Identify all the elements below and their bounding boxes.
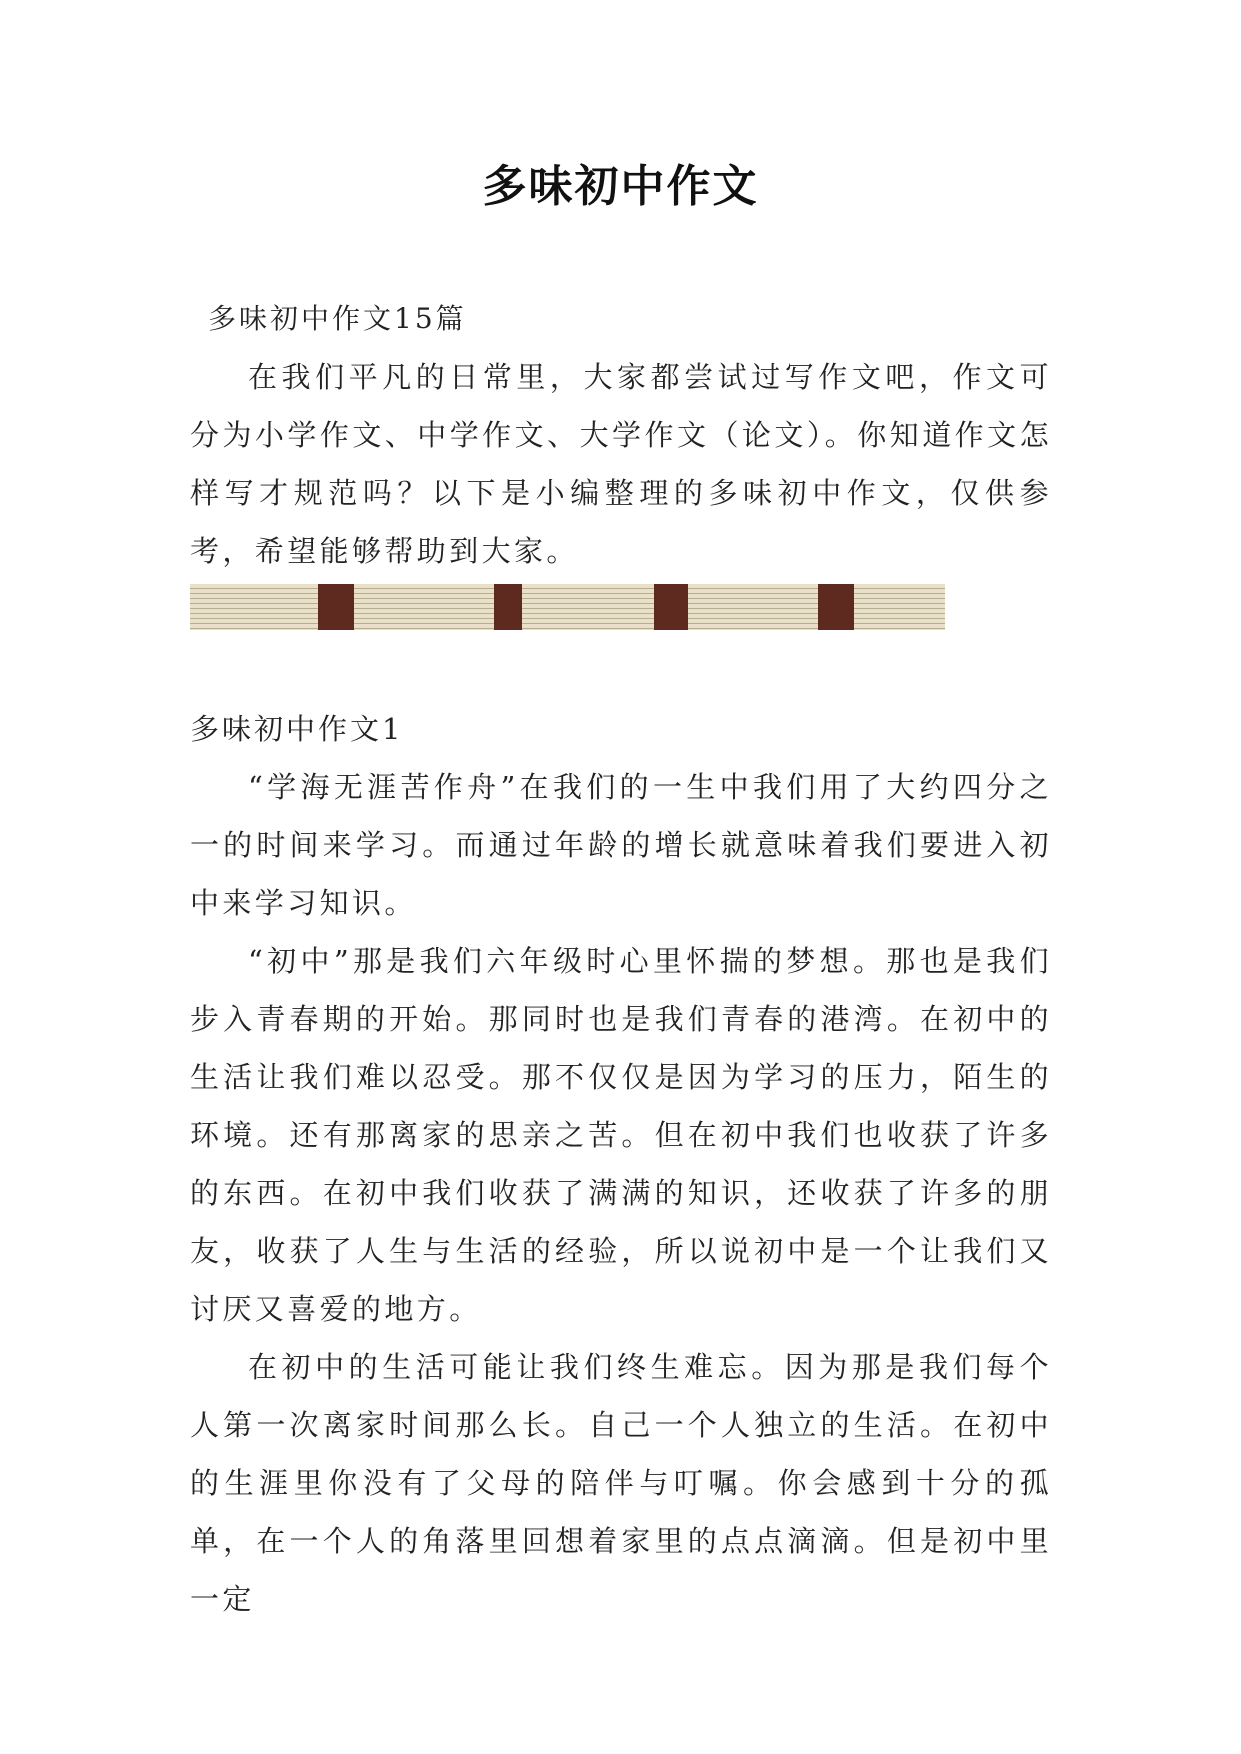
section-paragraph: “学海无涯苦作舟”在我们的一生中我们用了大约四分之一的时间来学习。而通过年龄的增长就意味着我们要进入初中来学习知识。 [190,770,1052,920]
document-title: 多味初中作文 [482,161,759,212]
intro-paragraph: 在我们平凡的日常里，大家都尝试过写作文吧，作文可分为小学作文、中学作文、大学作文（论文）。你知道作文怎样写才规范吗？以下是小编整理的多味初中作文，仅供参考，希望能够帮助到大家。 [190,360,1052,568]
section-paragraph: “初中”那是我们六年级时心里怀揣的梦想。那也是我们步入青春期的开始。那同时也是我们青春的港湾。在初中的生活让我们难以忍受。那不仅仅是因为学习的压力，陌生的环境。还有那离家的思亲之苦。但在初中我们也收获了许多的东西。在初中我们收获了满满的知识，还收获了许多的朋友，收获了人生与生活的经验，所以说初中是一个让我们又讨厌又喜爱的地方。 [190,944,1052,1326]
banner-dark-strip [654,584,688,630]
section-paragraph: 在初中的生活可能让我们终生难忘。因为那是我们每个人第一次离家时间那么长。自己一个人独立的生活。在初中的生涯里你没有了父母的陪伴与叮嘱。你会感到十分的孤单，在一个人的角落里回想着家里的点点滴滴。但是初中里一定 [190,1350,1052,1616]
banner-dark-strip [318,584,354,630]
banner-paper-strip [688,584,818,630]
banner-image [190,584,945,630]
document-subtitle: 多味初中作文15篇 [208,302,467,335]
banner-paper-strip [522,584,654,630]
document-body [190,290,1052,1628]
banner-dark-strip [494,584,522,630]
banner-dark-strip [818,584,854,630]
section-heading: 多味初中作文1 [190,712,404,746]
banner-paper-strip [190,584,318,630]
banner-paper-strip [854,584,945,630]
banner-paper-strip [354,584,494,630]
